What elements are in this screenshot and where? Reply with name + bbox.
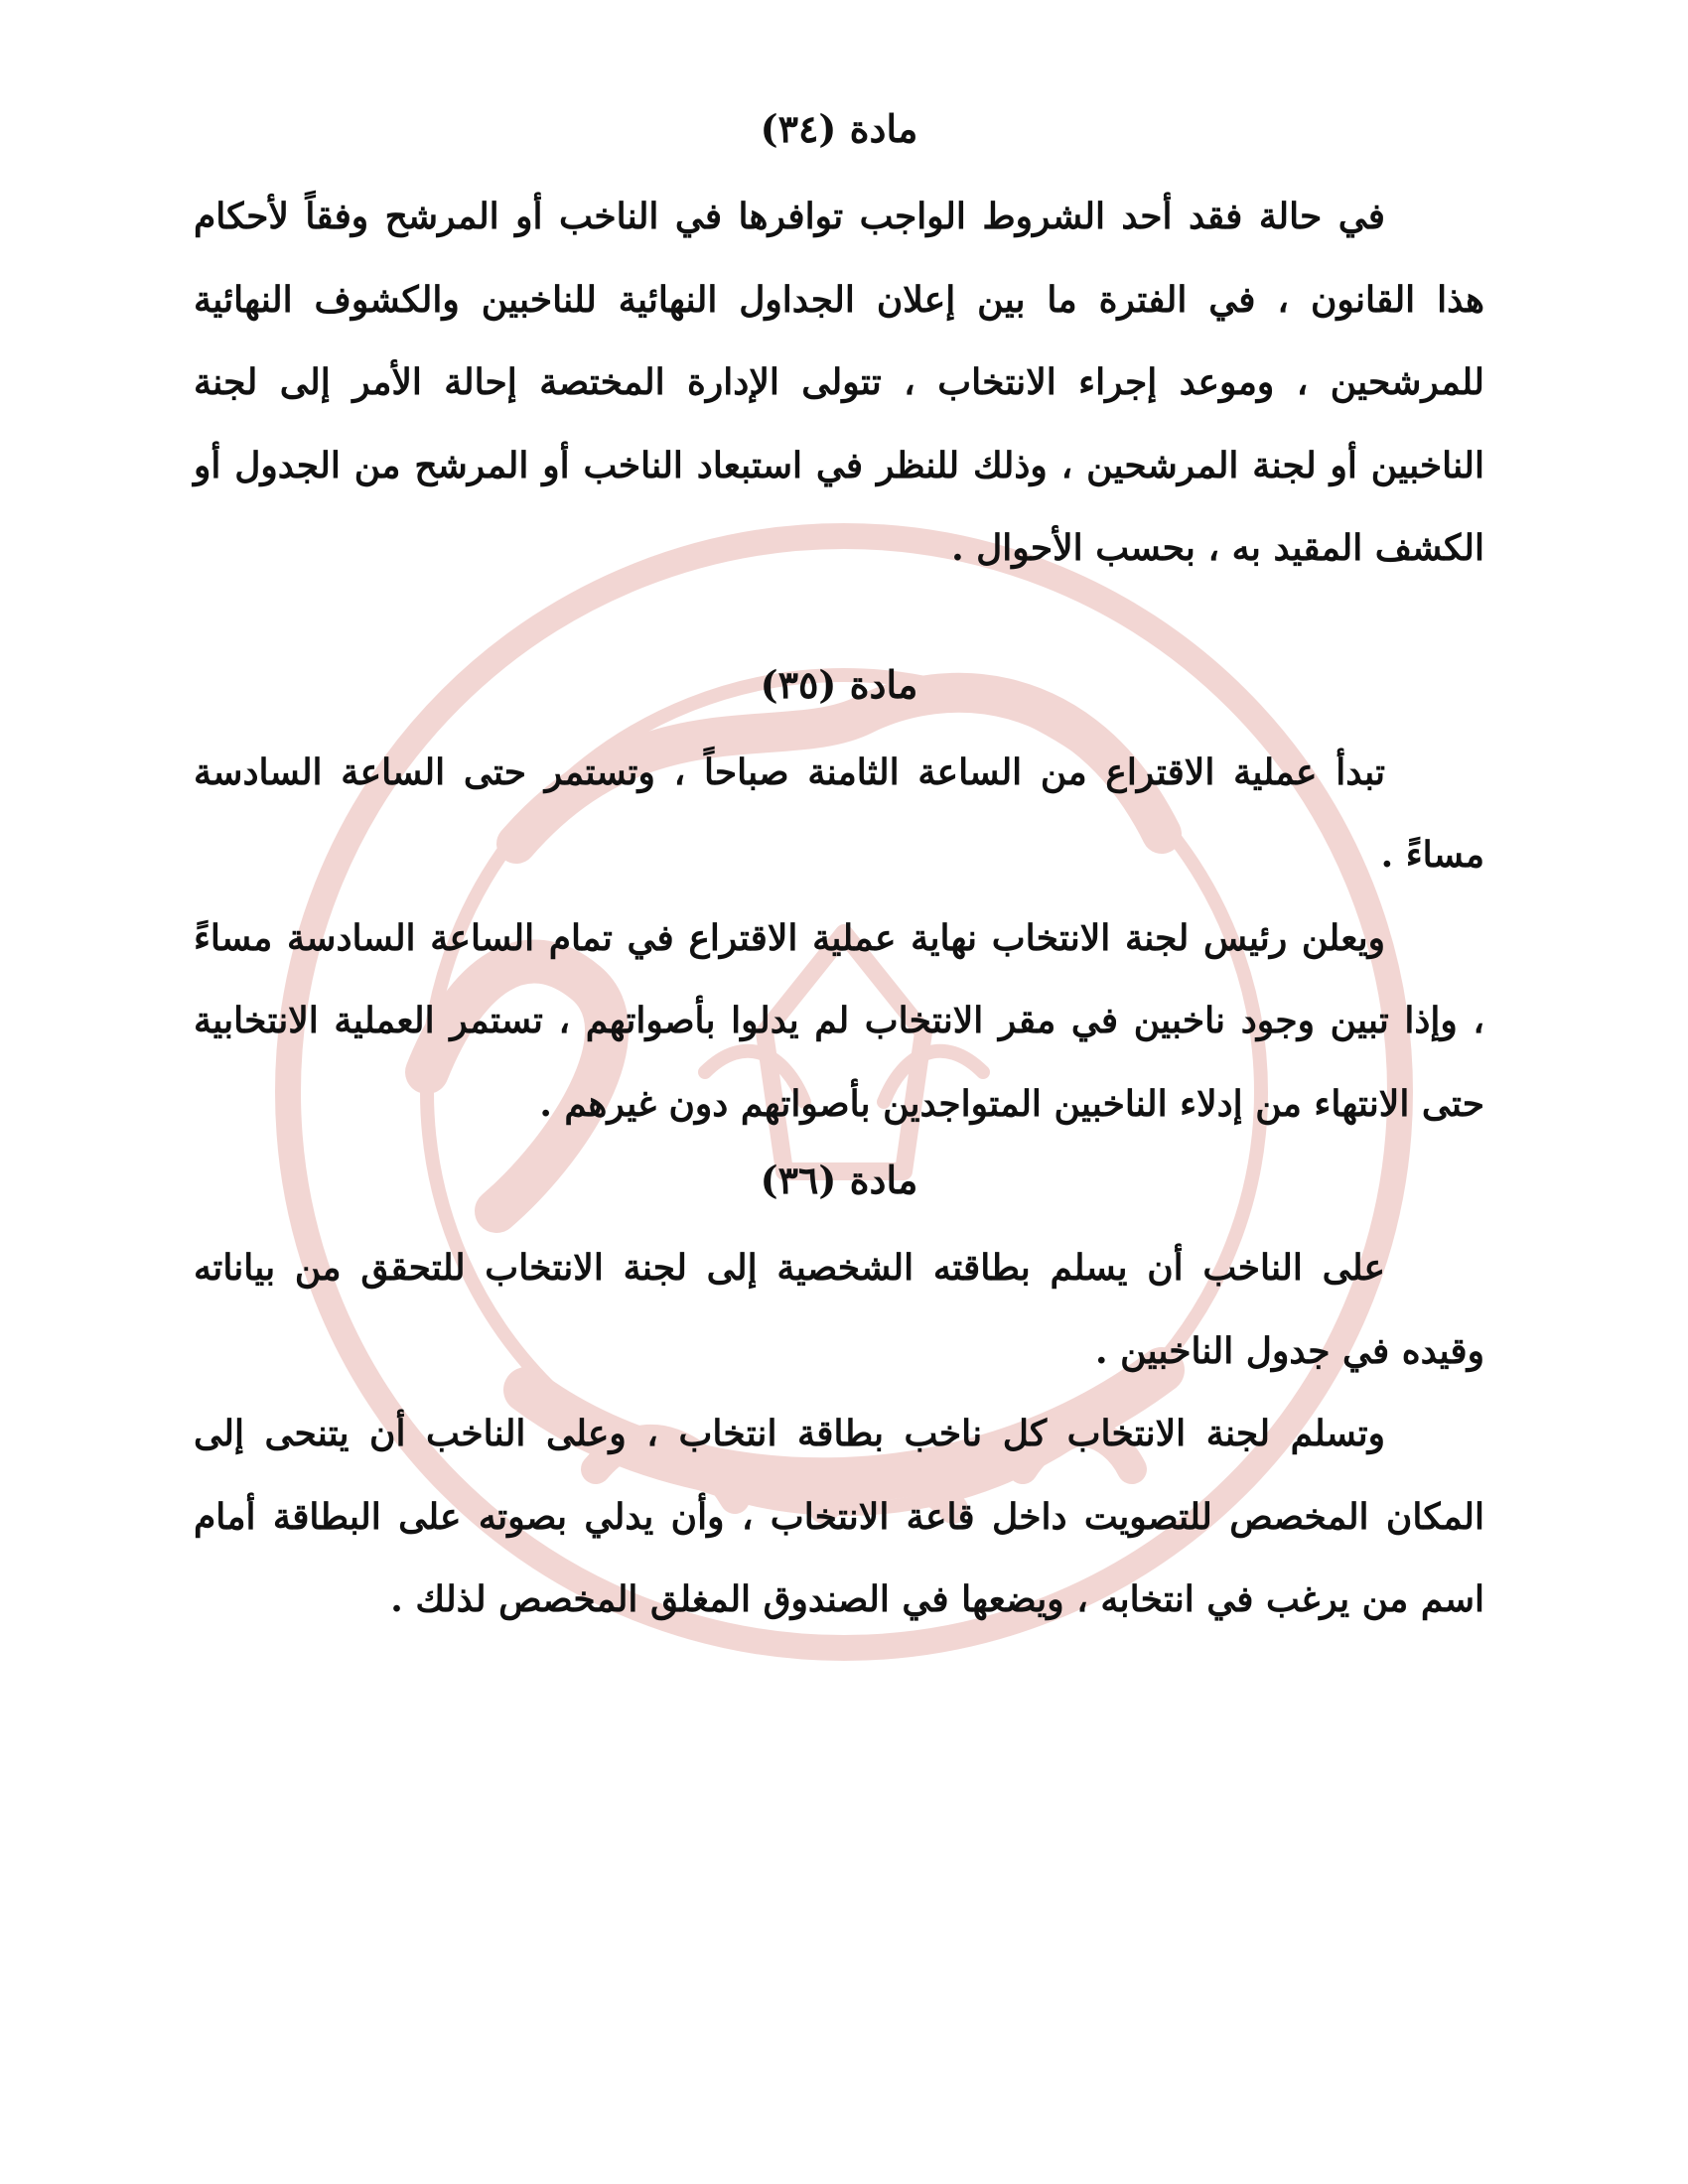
article-35 [194,650,1484,1147]
article-paragraph: في حالة فقد أحد الشروط الواجب توافرها في الناخب أو المرشح وفقاً لأحكام هذا القانون ، في الفترة ما بين إعلان الجداول النهائية للناخبين والكشوف النهائية للمرشحين ، وموعد إجراء الانتخاب ، تتولى الإدارة المختصة إحالة الأمر إلى لجنة الناخبين أو لجنة المرشحين ، وذلك للنظر في استبعاد الناخب أو المرشح من الجدول أو الكشف المقيد به ، بحسب الأحوال . [194,196,1484,569]
article-paragraph: وتسلم لجنة الانتخاب كل ناخب بطاقة انتخاب ، وعلى الناخب أن يتنحى إلى المكان المخصص للتصويت داخل قاعة الانتخاب ، وأن يدلي بصوته على البطاقة أمام اسم من يرغب في انتخابه ، ويضعها في الصندوق المغلق المخصص لذلك . [194,1413,1484,1620]
article-heading: مادة (٣٤) [760,106,918,151]
article-34 [194,94,1484,591]
document-body [194,94,1484,1642]
article-paragraph: ويعلن رئيس لجنة الانتخاب نهاية عملية الاقتراع في تمام الساعة السادسة مساءً ، وإذا تبين وجود ناخبين في مقر الانتخاب لم يدلوا بأصواتهم ، تستمر العملية الانتخابية حتى الانتهاء من إدلاء الناخبين المتواجدين بأصواتهم دون غيرهم . [194,916,1484,1125]
article-paragraph: على الناخب أن يسلم بطاقته الشخصية إلى لجنة الانتخاب للتحقق من بياناته وقيده في جدول الناخبين . [194,1247,1484,1372]
section-spacer [194,591,1484,650]
article-36 [194,1146,1484,1642]
article-paragraph: تبدأ عملية الاقتراع من الساعة الثامنة صباحاً ، وتستمر حتى الساعة السادسة مساءً . [194,751,1484,876]
article-heading: مادة (٣٦) [760,1158,918,1202]
article-heading: مادة (٣٥) [760,661,918,707]
